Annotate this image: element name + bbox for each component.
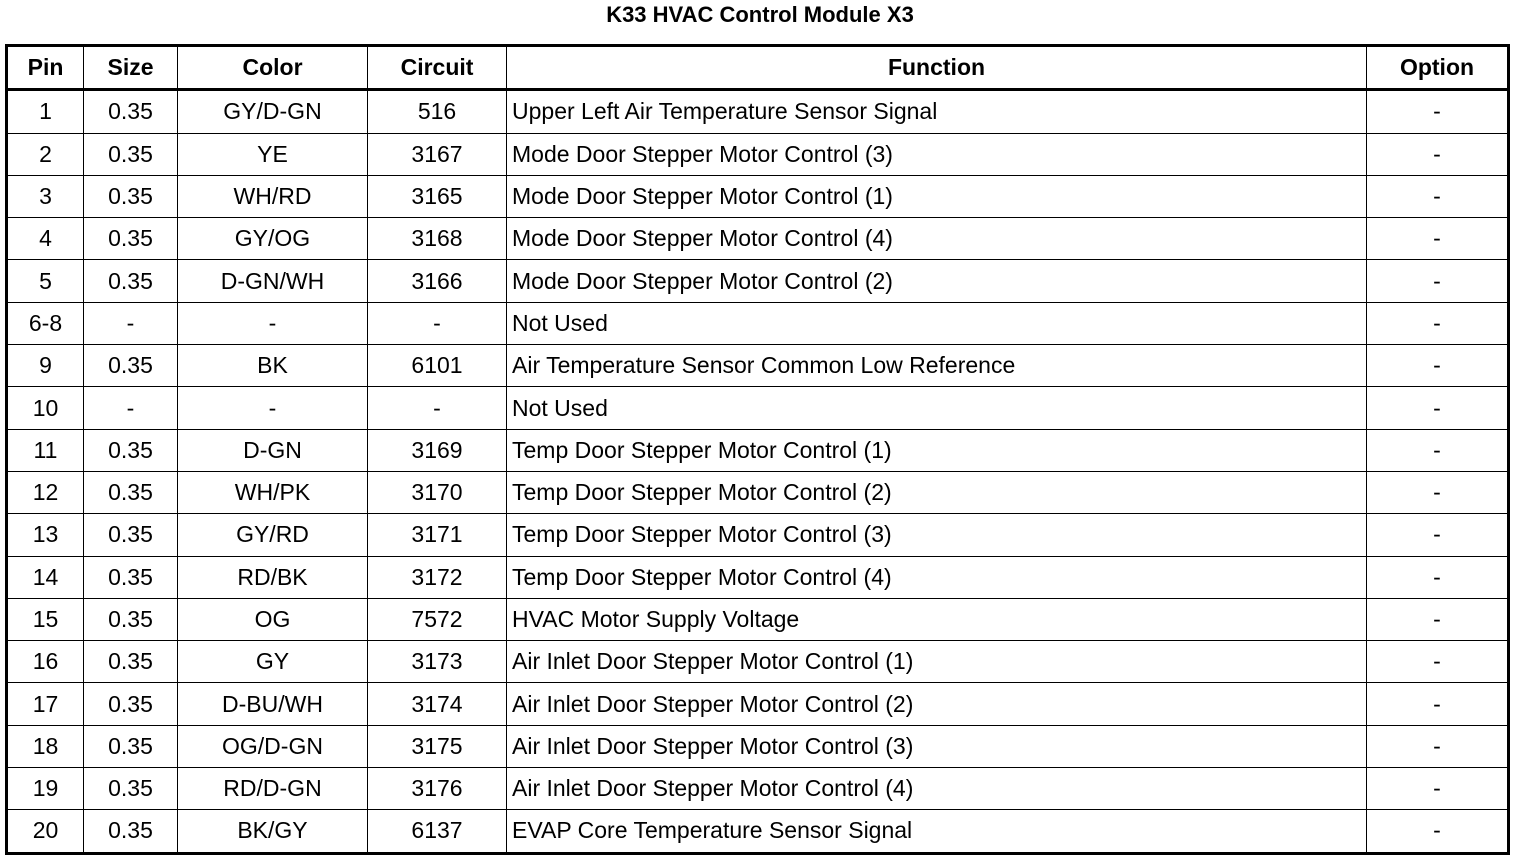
- pin-cell: 16: [7, 641, 84, 683]
- wire-color-cell: OG: [178, 598, 368, 640]
- size-cell: 0.35: [84, 429, 178, 471]
- function-cell: HVAC Motor Supply Voltage: [507, 598, 1367, 640]
- table-row: [7, 725, 1509, 767]
- wire-color-cell: YE: [178, 133, 368, 175]
- circuit-cell: -: [368, 387, 507, 429]
- size-cell: 0.35: [84, 218, 178, 260]
- table-row: [7, 556, 1509, 598]
- pin-cell: 18: [7, 725, 84, 767]
- size-cell: 0.35: [84, 90, 178, 133]
- table-row: [7, 641, 1509, 683]
- wire-color-cell: RD/D-GN: [178, 768, 368, 810]
- option-cell: -: [1367, 387, 1509, 429]
- circuit-cell: 3170: [368, 471, 507, 513]
- column-header-option: Option: [1367, 46, 1509, 90]
- option-cell: -: [1367, 598, 1509, 640]
- page-title: K33 HVAC Control Module X3: [606, 2, 914, 27]
- size-cell: -: [84, 387, 178, 429]
- pin-cell: 13: [7, 514, 84, 556]
- size-cell: 0.35: [84, 260, 178, 302]
- table-row: [7, 345, 1509, 387]
- wire-color-cell: -: [178, 387, 368, 429]
- pin-cell: 15: [7, 598, 84, 640]
- option-cell: -: [1367, 218, 1509, 260]
- pin-cell: 11: [7, 429, 84, 471]
- pin-cell: 6-8: [7, 302, 84, 344]
- wire-color-cell: D-GN: [178, 429, 368, 471]
- size-cell: 0.35: [84, 683, 178, 725]
- option-cell: -: [1367, 683, 1509, 725]
- table-row: [7, 302, 1509, 344]
- pin-cell: 12: [7, 471, 84, 513]
- size-cell: 0.35: [84, 175, 178, 217]
- option-cell: -: [1367, 768, 1509, 810]
- wire-color-cell: OG/D-GN: [178, 725, 368, 767]
- wire-color-cell: GY/D-GN: [178, 90, 368, 133]
- table-body: [7, 90, 1509, 853]
- option-cell: -: [1367, 556, 1509, 598]
- table-row: [7, 514, 1509, 556]
- size-cell: 0.35: [84, 641, 178, 683]
- pin-cell: 1: [7, 90, 84, 133]
- table-row: [7, 175, 1509, 217]
- option-cell: -: [1367, 90, 1509, 133]
- wire-color-cell: D-GN/WH: [178, 260, 368, 302]
- size-cell: -: [84, 302, 178, 344]
- wire-color-cell: GY/OG: [178, 218, 368, 260]
- wire-color-cell: WH/PK: [178, 471, 368, 513]
- pin-cell: 17: [7, 683, 84, 725]
- function-cell: Mode Door Stepper Motor Control (3): [507, 133, 1367, 175]
- function-cell: Mode Door Stepper Motor Control (4): [507, 218, 1367, 260]
- table-row: [7, 387, 1509, 429]
- table-row: [7, 683, 1509, 725]
- option-cell: -: [1367, 345, 1509, 387]
- circuit-cell: 3168: [368, 218, 507, 260]
- column-header-color: Color: [178, 46, 368, 90]
- circuit-cell: 3165: [368, 175, 507, 217]
- circuit-cell: 6101: [368, 345, 507, 387]
- function-cell: Air Inlet Door Stepper Motor Control (2): [507, 683, 1367, 725]
- pin-cell: 3: [7, 175, 84, 217]
- table-row: [7, 260, 1509, 302]
- table-row: [7, 471, 1509, 513]
- option-cell: -: [1367, 133, 1509, 175]
- function-cell: Temp Door Stepper Motor Control (4): [507, 556, 1367, 598]
- function-cell: Temp Door Stepper Motor Control (1): [507, 429, 1367, 471]
- table-row: [7, 133, 1509, 175]
- function-cell: Air Inlet Door Stepper Motor Control (3): [507, 725, 1367, 767]
- column-header-size: Size: [84, 46, 178, 90]
- function-cell: Air Inlet Door Stepper Motor Control (1): [507, 641, 1367, 683]
- pin-cell: 14: [7, 556, 84, 598]
- circuit-cell: 6137: [368, 810, 507, 853]
- wire-color-cell: GY/RD: [178, 514, 368, 556]
- function-cell: Air Temperature Sensor Common Low Reference: [507, 345, 1367, 387]
- option-cell: -: [1367, 725, 1509, 767]
- option-cell: -: [1367, 302, 1509, 344]
- wire-color-cell: BK/GY: [178, 810, 368, 853]
- table-row: [7, 768, 1509, 810]
- function-cell: Mode Door Stepper Motor Control (2): [507, 260, 1367, 302]
- size-cell: 0.35: [84, 133, 178, 175]
- option-cell: -: [1367, 429, 1509, 471]
- table-row: [7, 90, 1509, 133]
- circuit-cell: 516: [368, 90, 507, 133]
- circuit-cell: -: [368, 302, 507, 344]
- pin-cell: 19: [7, 768, 84, 810]
- size-cell: 0.35: [84, 810, 178, 853]
- connector-pinout-table: [5, 44, 1510, 855]
- table-row: [7, 218, 1509, 260]
- circuit-cell: 3173: [368, 641, 507, 683]
- function-cell: Upper Left Air Temperature Sensor Signal: [507, 90, 1367, 133]
- size-cell: 0.35: [84, 725, 178, 767]
- option-cell: -: [1367, 471, 1509, 513]
- pin-cell: 10: [7, 387, 84, 429]
- size-cell: 0.35: [84, 768, 178, 810]
- size-cell: 0.35: [84, 514, 178, 556]
- option-cell: -: [1367, 514, 1509, 556]
- wire-color-cell: RD/BK: [178, 556, 368, 598]
- circuit-cell: 3169: [368, 429, 507, 471]
- circuit-cell: 3171: [368, 514, 507, 556]
- wire-color-cell: -: [178, 302, 368, 344]
- circuit-cell: 3175: [368, 725, 507, 767]
- circuit-cell: 3174: [368, 683, 507, 725]
- circuit-cell: 7572: [368, 598, 507, 640]
- function-cell: Mode Door Stepper Motor Control (1): [507, 175, 1367, 217]
- function-cell: Not Used: [507, 387, 1367, 429]
- circuit-cell: 3167: [368, 133, 507, 175]
- function-cell: Air Inlet Door Stepper Motor Control (4): [507, 768, 1367, 810]
- size-cell: 0.35: [84, 345, 178, 387]
- wire-color-cell: D-BU/WH: [178, 683, 368, 725]
- circuit-cell: 3176: [368, 768, 507, 810]
- size-cell: 0.35: [84, 471, 178, 513]
- function-cell: Temp Door Stepper Motor Control (2): [507, 471, 1367, 513]
- wire-color-cell: GY: [178, 641, 368, 683]
- pin-cell: 5: [7, 260, 84, 302]
- table-header-row: [7, 46, 1509, 90]
- option-cell: -: [1367, 175, 1509, 217]
- option-cell: -: [1367, 260, 1509, 302]
- table-row: [7, 810, 1509, 853]
- table-row: [7, 598, 1509, 640]
- function-cell: EVAP Core Temperature Sensor Signal: [507, 810, 1367, 853]
- function-cell: Not Used: [507, 302, 1367, 344]
- pin-cell: 9: [7, 345, 84, 387]
- column-header-circuit: Circuit: [368, 46, 507, 90]
- wire-color-cell: WH/RD: [178, 175, 368, 217]
- size-cell: 0.35: [84, 556, 178, 598]
- wire-color-cell: BK: [178, 345, 368, 387]
- option-cell: -: [1367, 810, 1509, 853]
- size-cell: 0.35: [84, 598, 178, 640]
- pin-cell: 2: [7, 133, 84, 175]
- pin-cell: 4: [7, 218, 84, 260]
- pin-cell: 20: [7, 810, 84, 853]
- table-row: [7, 429, 1509, 471]
- circuit-cell: 3166: [368, 260, 507, 302]
- column-header-function: Function: [507, 46, 1367, 90]
- option-cell: -: [1367, 641, 1509, 683]
- function-cell: Temp Door Stepper Motor Control (3): [507, 514, 1367, 556]
- circuit-cell: 3172: [368, 556, 507, 598]
- column-header-pin: Pin: [7, 46, 84, 90]
